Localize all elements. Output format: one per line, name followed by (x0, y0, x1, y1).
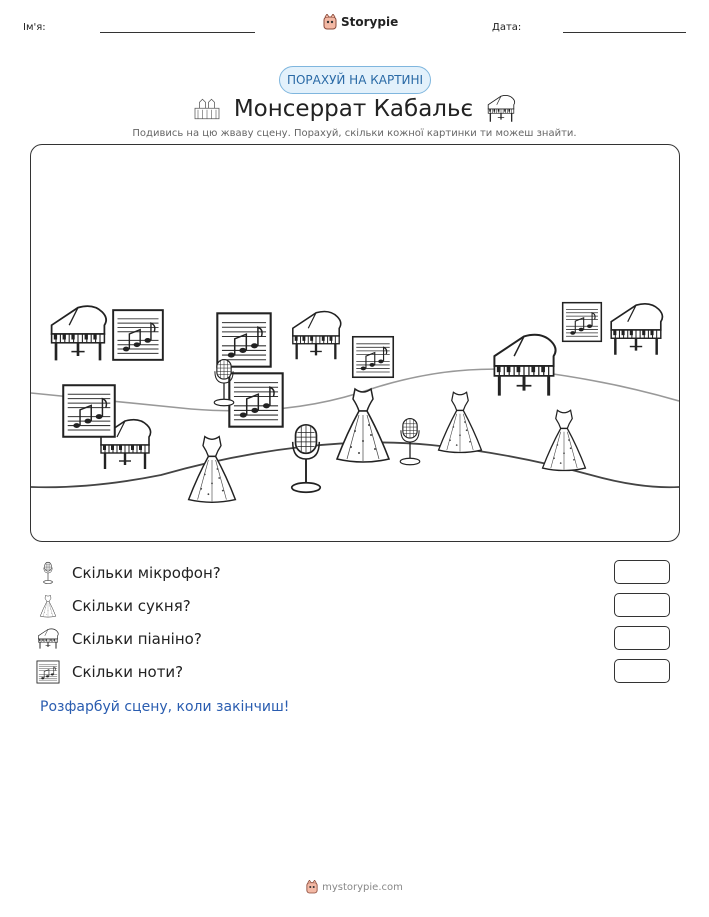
sheet-3 (229, 373, 282, 426)
scene-frame (30, 144, 680, 542)
question-row-gown (36, 593, 676, 619)
sheet-6 (63, 385, 115, 437)
sheet-5 (563, 303, 602, 342)
count-badge: ПОРАХУЙ НА КАРТИНІ (279, 66, 431, 94)
mic-2 (292, 425, 321, 492)
answer-box-sheet[interactable] (614, 659, 670, 683)
question-row-microphone (36, 560, 676, 586)
answer-box-gown[interactable] (614, 593, 670, 617)
gown-3 (439, 392, 482, 452)
gown-2 (337, 389, 389, 462)
microphone-icon (36, 561, 60, 585)
gown-icon (36, 594, 60, 618)
question-text: Скільки піаніно? (72, 630, 202, 648)
question-row-sheet (36, 659, 676, 685)
sheet-2 (217, 313, 270, 366)
page-title: Монсеррат Кабальє (233, 96, 474, 122)
question-text: Скільки мікрофон? (72, 564, 221, 582)
footer (0, 880, 709, 894)
question-text: Скільки ноти? (72, 663, 184, 681)
sheet-music-icon (36, 660, 60, 684)
name-label: Ім'я: (23, 22, 46, 33)
piano-2 (293, 312, 341, 360)
answer-box-piano[interactable] (614, 626, 670, 650)
answer-box-microphone[interactable] (614, 560, 670, 584)
sheet-4 (353, 337, 393, 377)
piano-3 (494, 335, 555, 396)
scene-illustration (31, 145, 679, 541)
coloring-note: Розфарбуй сцену, коли закінчиш! (40, 699, 290, 715)
piano-1 (52, 306, 107, 360)
question-text: Скільки сукня? (72, 597, 191, 615)
grand-piano-icon (36, 627, 60, 651)
piano-4 (611, 304, 662, 355)
opera-house-icon (192, 97, 222, 121)
grand-piano-icon (485, 93, 517, 125)
title-row (0, 92, 709, 126)
storypie-logo-icon (323, 14, 337, 30)
brand (323, 14, 398, 30)
instructions: Подивись на цю жваву сцену. Порахуй, скільки кожної картинки ти можеш знайти. (132, 128, 577, 139)
storypie-logo-icon (306, 880, 318, 894)
sheet-1 (113, 310, 163, 360)
name-line[interactable] (100, 32, 255, 33)
mic-3 (400, 419, 420, 465)
question-row-piano (36, 626, 676, 652)
gown-1 (189, 437, 236, 503)
footer-site[interactable]: mystorypie.com (322, 881, 403, 893)
date-label: Дата: (492, 22, 522, 33)
date-line[interactable] (563, 32, 686, 33)
brand-name: Storypie (341, 15, 399, 29)
gown-4 (543, 410, 586, 470)
